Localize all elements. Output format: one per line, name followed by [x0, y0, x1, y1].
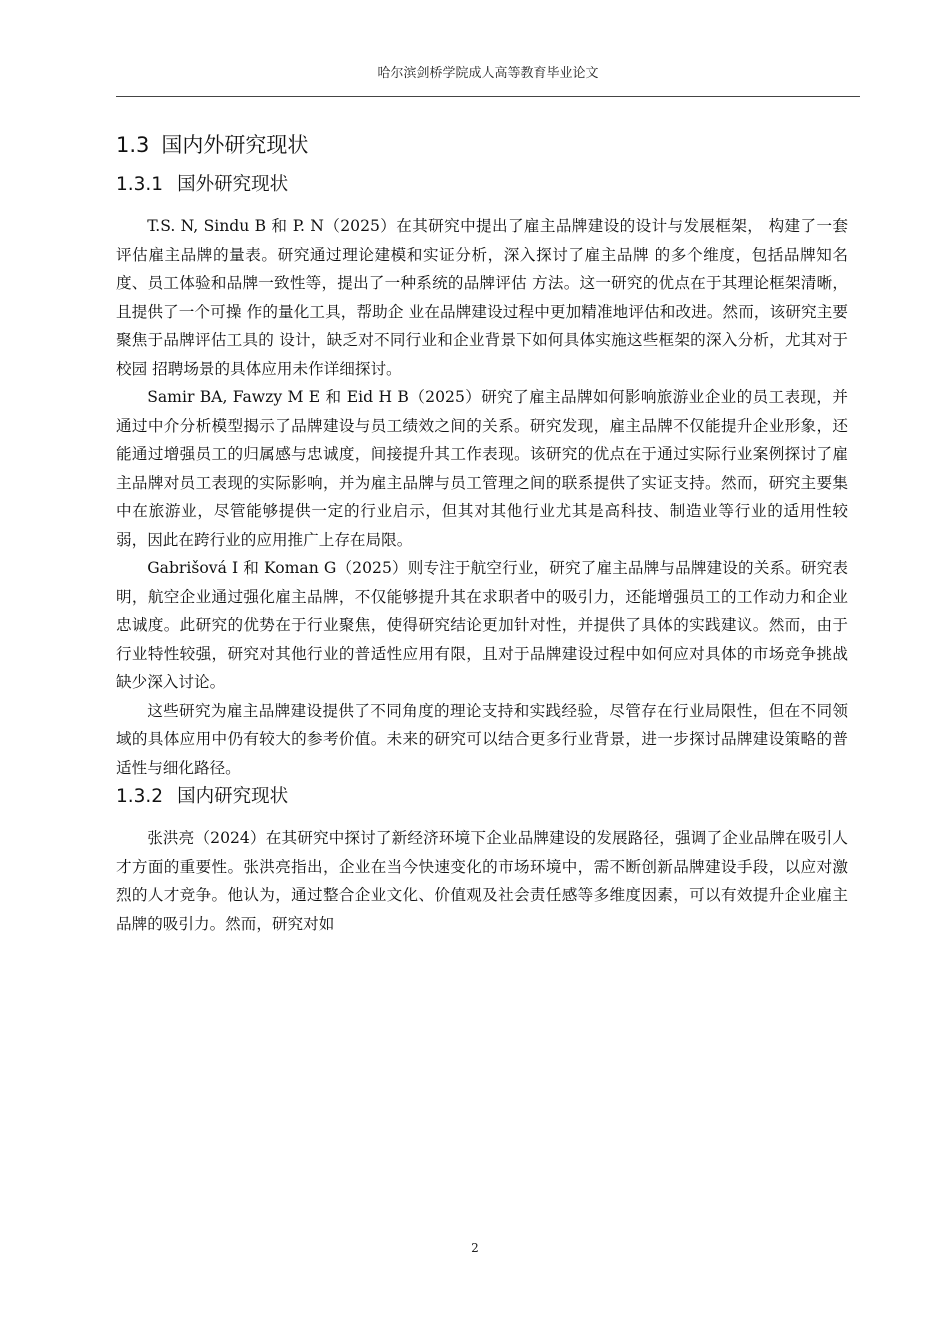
subsection-heading-domestic [116, 782, 848, 824]
section-number: 1.3 [116, 133, 150, 157]
page-number: 2 [471, 1241, 479, 1255]
body-paragraph: T.S. N, Sindu B 和 P. N（2025）在其研究中提出了雇主品牌建设的设计与发展框架， 构建了一套评估雇主品牌的量表。研究通过理论建模和实证分析，深入探讨了雇主品牌 的多个维度，包括品牌知名度、员工体验和品牌一致性等，提出了一种系统的品牌评估 方法。这一研究的优点在于其理论框架清晰，且提供了一个可操 作的量化工具，帮助企 业在品牌建设过程中更加精准地评估和改进。然而，该研究主要聚焦于品牌评估工具的 设计，缺乏对不同行业和企业背景下如何具体实施这些框架的深入分析，尤其对于校园 招聘场景的具体应用未作详细探讨。 [116, 217, 848, 378]
header-divider [116, 96, 860, 97]
subsection-number: 1.3.2 [116, 786, 164, 807]
running-header: 哈尔滨剑桥学院成人高等教育毕业论文 [377, 66, 599, 81]
body-paragraph: Gabrišová I 和 Koman G（2025）则专注于航空行业，研究了雇主品牌与品牌建设的关系。研究表明，航空企业通过强化雇主品牌，不仅能够提升其在求职者中的吸引力，还能增强员工的工作动力和企业忠诚度。此研究的优势在于行业聚焦，使得研究结论更加针对性，并提供了具体的实践建议。然而，由于行业特性较强，研究对其他行业的普适性应用有限，且对于品牌建设过程中如何应对具体的市场竞争挑战缺少深入讨论。 [116, 559, 848, 691]
subsection-number: 1.3.1 [116, 174, 164, 195]
subsection-title: 国外研究现状 [177, 174, 289, 195]
body-paragraph: Samir BA, Fawzy M E 和 Eid H B（2025）研究了雇主品牌如何影响旅游业企业的员工表现，并通过中介分析模型揭示了品牌建设与员工绩效之间的关系。研究发现，雇主品牌不仅能提升企业形象，还能通过增强员工的归属感与忠诚度，间接提升其工作表现。该研究的优点在于通过实际行业案例探讨了雇主品牌对员工表现的实际影响，并为雇主品牌与员工管理之间的联系提供了实证支持。然而，研究主要集中在旅游业，尽管能够提供一定的行业启示，但其对其他行业尤其是高科技、制造业等行业的适用性较弱，因此在跨行业的应用推广上存在局限。 [116, 388, 848, 549]
document-body [116, 130, 848, 938]
body-paragraph: 张洪亮（2024）在其研究中探讨了新经济环境下企业品牌建设的发展路径，强调了企业品牌在吸引人才方面的重要性。张洪亮指出，企业在当今快速变化的市场环境中，需不断创新品牌建设手段，以应对激烈的人才竞争。他认为，通过整合企业文化、价值观及社会责任感等多维度因素，可以有效提升企业雇主品牌的吸引力。然而，研究对如 [116, 829, 848, 933]
body-paragraph: 这些研究为雇主品牌建设提供了不同角度的理论支持和实践经验，尽管存在行业局限性，但在不同领域的具体应用中仍有较大的参考价值。未来的研究可以结合更多行业背景，进一步探讨品牌建设策略的普适性与细化路径。 [116, 701, 848, 777]
subsection-heading-foreign [116, 170, 848, 212]
section-heading [116, 130, 848, 170]
subsection-title: 国内研究现状 [177, 786, 289, 807]
section-title: 国内外研究现状 [161, 133, 309, 157]
